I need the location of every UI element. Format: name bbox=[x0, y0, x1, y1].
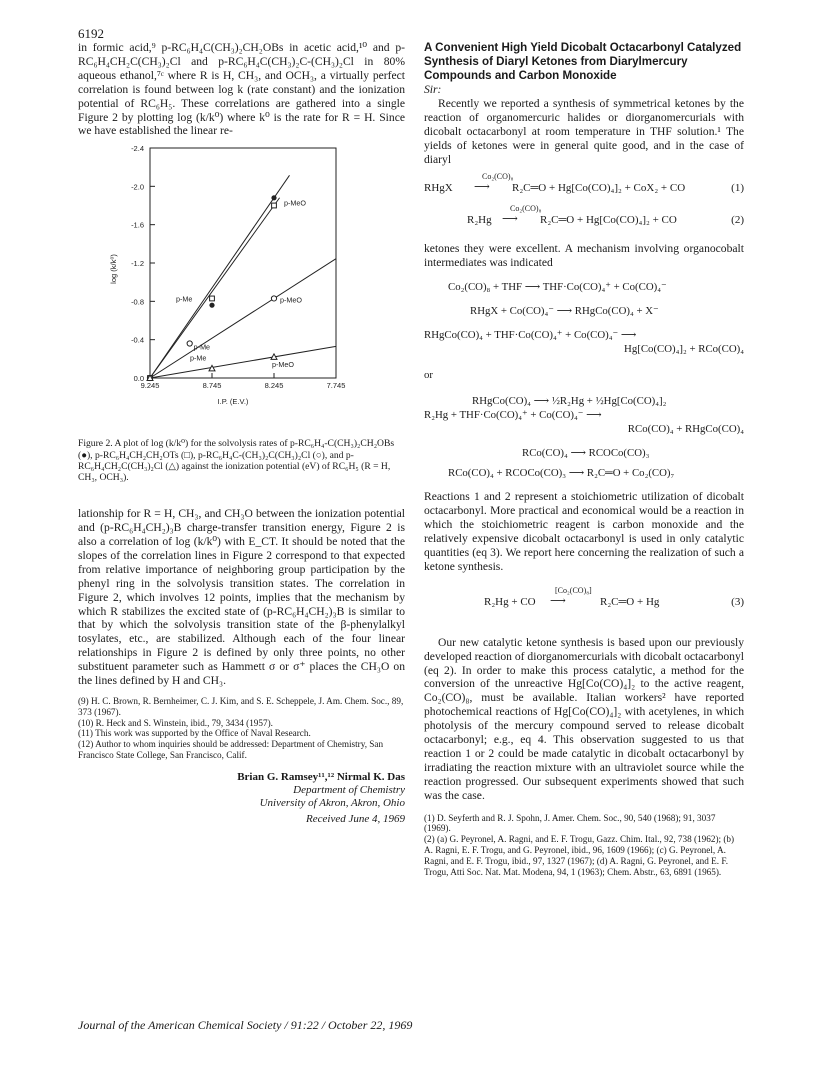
data-point-open-circle bbox=[271, 296, 276, 301]
x-tick-label: 8.245 bbox=[264, 381, 284, 391]
mech-step-6: RCo(CO)₄ ⟶ RCOCo(CO)₃ bbox=[522, 447, 650, 460]
equation-3 bbox=[424, 585, 744, 614]
x-tick-label: 8.745 bbox=[202, 381, 222, 391]
mech-step-5a: R₂Hg + THF·Co(CO)₄⁺ + Co(CO)₄⁻ ⟶ bbox=[424, 409, 602, 422]
paragraph-1: Recently we reported a synthesis of symmetrical ketones by the reaction of organomercuric halides or diorganomercurials with dicobalt octacarbonyl at room temperature in THF solution.¹ The yields of ketones were in general quite good, and in the case of diaryl bbox=[424, 96, 744, 166]
left-body-paragraph: lationship for R = H, CH₃, and CH₃O between the ionization potential and (p-RC₆H₄CH₂)₃B charge-transfer transition energy, Figure 2 is also a correlation of log (k/k⁰) with E_CT. It should be noted that the slopes of the correlation lines in Figure 2 correspond to that expected from relative importance of neighboring group participation by the phenyl ring in the solvolysis transition states. The correlation in Figure 2, which involves 12 points, implies that the mechanism by which R stabilizes the excited state of (p-RC₆H₄CH₂)₃B is similar to that by which the solvolysis transition state of the β-phenylalkyl tosylates, etc., are stabilized. Although each of the four linear relationships in Figure 2 is defined by only three points, no other substituent parameter such as Hammett σ or σ⁺ places the CH₃O on the lines defined by H and CH₃. bbox=[78, 507, 405, 688]
left-intro-paragraph: in formic acid,⁹ p-RC₆H₄C(CH₃)₂CH₂OBs in acetic acid,¹⁰ and p-RC₆H₄CH₂C(CH₃)₂Cl and p-RC₆H₄C(CH₃)₂C-(CH₃)₂Cl in 80% aqueous ethanol,⁷ᶜ where R is H, CH₃, and OCH₃, a virtually perfect correlation is found between log k (rate constant) and the ionization potential of RC₆H₅. These correlations are gathered into a single Figure 2 by plotting log (k/k⁰) where k⁰ is the rate for R = H. Since we have established the linear re- bbox=[78, 41, 405, 138]
mechanism-scheme bbox=[424, 280, 744, 480]
affiliation-univ: University of Akron, Akron, Ohio bbox=[259, 796, 405, 809]
data-point-filled-circle bbox=[209, 303, 214, 308]
series-line bbox=[150, 347, 336, 379]
point-label: p-Me bbox=[190, 353, 207, 363]
point-label: p-Me bbox=[193, 342, 211, 352]
y-tick-label: -2.4 bbox=[131, 144, 144, 154]
authors: Brian G. Ramsey¹¹,¹² Nirmal K. Das bbox=[237, 770, 405, 783]
received-date: Received June 4, 1969 bbox=[306, 812, 405, 825]
eq3-catalyst: [Co₂(CO)₈] bbox=[555, 585, 592, 595]
eq1-number: (1) bbox=[731, 182, 744, 195]
salutation: Sir: bbox=[424, 83, 442, 96]
mech-step-3b: Hg[Co(CO)₄]₂ + RCo(CO)₄ bbox=[624, 343, 744, 356]
paragraph-2: ketones they were excellent. A mechanism involving organocobalt intermediates was indicated bbox=[424, 242, 744, 270]
eq2-products: R₂C═O + Hg[Co(CO)₄]₂ + CO bbox=[540, 214, 677, 227]
mech-step-2: RHgX + Co(CO)₄⁻ ⟶ RHgCo(CO)₄ + X⁻ bbox=[470, 305, 659, 318]
equation-1 bbox=[424, 172, 744, 200]
eq2-number: (2) bbox=[731, 214, 744, 227]
point-label: p-MeO bbox=[272, 360, 294, 370]
footnote-1: (1) D. Seyferth and R. J. Spohn, J. Amer. Chem. Soc., 90, 540 (1968); 91, 3037 (1969). bbox=[424, 812, 716, 834]
point-label: p-MeO bbox=[280, 295, 302, 305]
footnote-10: (10) R. Heck and S. Winstein, ibid., 79, 3434 (1957). bbox=[78, 717, 273, 728]
y-axis-label: log (k/k⁰) bbox=[109, 254, 118, 285]
x-tick-label: 7.745 bbox=[326, 381, 346, 391]
mech-step-1: Co₂(CO)₈ + THF ⟶ THF·Co(CO)₄⁺ + Co(CO)₄⁻ bbox=[448, 281, 667, 294]
y-tick-label: 0.0 bbox=[133, 374, 144, 384]
data-point-square bbox=[210, 296, 215, 301]
x-axis-label: I.P. (E.V.) bbox=[217, 397, 249, 407]
x-tick-label: 9.245 bbox=[140, 381, 160, 391]
mech-step-7: RCo(CO)₄ + RCOCo(CO)₃ ⟶ R₂C═O + Co₂(CO)₇ bbox=[448, 467, 675, 480]
plot-frame bbox=[150, 148, 336, 378]
mech-or: or bbox=[424, 369, 433, 382]
y-tick-label: -1.2 bbox=[131, 259, 144, 269]
eq3-number: (3) bbox=[731, 595, 744, 608]
point-label: p-MeO bbox=[284, 199, 306, 209]
y-tick-label: -2.0 bbox=[131, 182, 144, 192]
eq1-reactant: RHgX bbox=[424, 182, 453, 195]
footnote-11: (11) This work was supported by the Office of Naval Research. bbox=[78, 728, 311, 739]
affiliation-dept: Department of Chemistry bbox=[293, 783, 405, 796]
eq3-arrow: ⟶ bbox=[550, 594, 566, 607]
mech-step-5b: RCo(CO)₄ + RHgCo(CO)₄ bbox=[627, 423, 744, 436]
eq2-arrow: ⟶ bbox=[502, 213, 518, 226]
series-line bbox=[150, 259, 336, 378]
data-point-open-circle bbox=[187, 341, 192, 346]
figure-2-caption: Figure 2. A plot of log (k/k⁰) for the solvolysis rates of p-RC₆H₄-C(CH₃)₂CH₂OBs (●), p-RC₆H₄CH₂CH₂OTs (□), p-RC₆H₄C-(CH₃)₂C(CH₃)₂Cl (○), and p-RC₆H₄CH₂C(CH₃)₂Cl (△) against the ionization potential (eV) of RC₆H₅ (R = H, CH₃, OCH₃). bbox=[78, 438, 395, 483]
left-column bbox=[78, 41, 405, 826]
eq1-arrow: ⟶ bbox=[474, 181, 490, 194]
data-point-square bbox=[272, 203, 277, 208]
page-number: 6192 bbox=[78, 26, 104, 41]
paragraph-4: Our new catalytic ketone synthesis is based upon our previously developed reaction of diorganomercurials with dicobalt octacarbonyl (eq 2). In order to make this process catalytic, a method for the conversion of the unreactive Hg[Co(CO)₄]₂ to the active reagent, Co₂(CO)₈, must be available. Italian workers² have reported photochemical reactions of Hg[Co(CO)₄]₂ with acetylenes, in which photolysis of the mercury compound served to release dicobalt octacarbonyl; e.g., eq 4. This observation suggested to us that reaction 1 or 2 could be made catalytic in dicobalt octacarbonyl by irradiating the reaction mixture with an ultraviolet source while the reaction progressed. Our subsequent experiments showed that such was the case. bbox=[424, 635, 744, 802]
footnote-12: (12) Author to whom inquiries should be addressed: Department of Chemistry, San Francisco State College, San Francisco, Calif. bbox=[78, 739, 384, 760]
mech-step-4: RHgCo(CO)₄ ⟶ ½R₂Hg + ½Hg[Co(CO)₄]₂ bbox=[472, 395, 667, 408]
y-tick-label: -0.4 bbox=[131, 336, 144, 346]
paragraph-3: Reactions 1 and 2 represent a stoichiometric utilization of dicobalt octacarbonyl. More practical and economical would be a reaction in which the stoichiometric reagent is carbon monoxide and the relatively expensive dicobalt octacarbonyl is used in only catalytic quantities (eq 3). We report here concerning the realization of such a ketone synthesis. bbox=[424, 490, 744, 573]
series-line bbox=[150, 176, 290, 379]
mech-step-3a: RHgCo(CO)₄ + THF·Co(CO)₄⁺ + Co(CO)₄⁻ ⟶ bbox=[424, 329, 637, 342]
y-tick-label: -0.8 bbox=[131, 297, 144, 307]
equation-2 bbox=[424, 204, 744, 232]
footnote-9: (9) H. C. Brown, R. Bernheimer, C. J. Kim, and S. E. Scheppele, J. Am. Chem. Soc., 89, 373 (1967). bbox=[78, 695, 404, 717]
eq2-reactant: R₂Hg bbox=[467, 214, 492, 227]
footnote-2: (2) (a) G. Peyronel, A. Ragni, and E. F. Trogu, Gazz. Chim. Ital., 92, 738 (1962); (b) A. Ragni, E. F. Trogu, and G. Peyronel, ibid., 96, 1609 (1966); (c) G. Peyronel, A. Ragni, and E. F. Trogu, ibid., 97, 1327 (1967); (d) A. Ragni, G. Peyronel, and E. F. Trogu, Atti Soc. Nat. Mat. Modena, 94, 1 (1963); Chem. Abstr., 63, 6891 (1965). bbox=[424, 834, 735, 877]
eq2-catalyst: Co₂(CO)₈ bbox=[510, 204, 542, 214]
article-title: A Convenient High Yield Dicobalt Octacarbonyl Catalyzed Synthesis of Diaryl Ketones from Diarylmercury Compounds and Carbon Monoxide bbox=[424, 41, 742, 82]
journal-footer: Journal of the American Chemical Society / 91:22 / October 22, 1969 bbox=[78, 1018, 413, 1032]
eq1-products: R₂C═O + Hg[Co(CO)₄]₂ + CoX₂ + CO bbox=[512, 182, 686, 195]
series-line bbox=[150, 198, 280, 378]
eq3-reactants: R₂Hg + CO bbox=[484, 595, 536, 608]
y-tick-label: -1.6 bbox=[131, 221, 144, 231]
eq3-products: R₂C═O + Hg bbox=[600, 595, 660, 608]
eq1-catalyst: Co₂(CO)₈ bbox=[482, 172, 514, 182]
data-point-filled-circle bbox=[271, 196, 276, 201]
right-column bbox=[424, 41, 744, 877]
point-label: p-Me bbox=[176, 294, 193, 304]
figure-2-chart bbox=[78, 140, 405, 436]
